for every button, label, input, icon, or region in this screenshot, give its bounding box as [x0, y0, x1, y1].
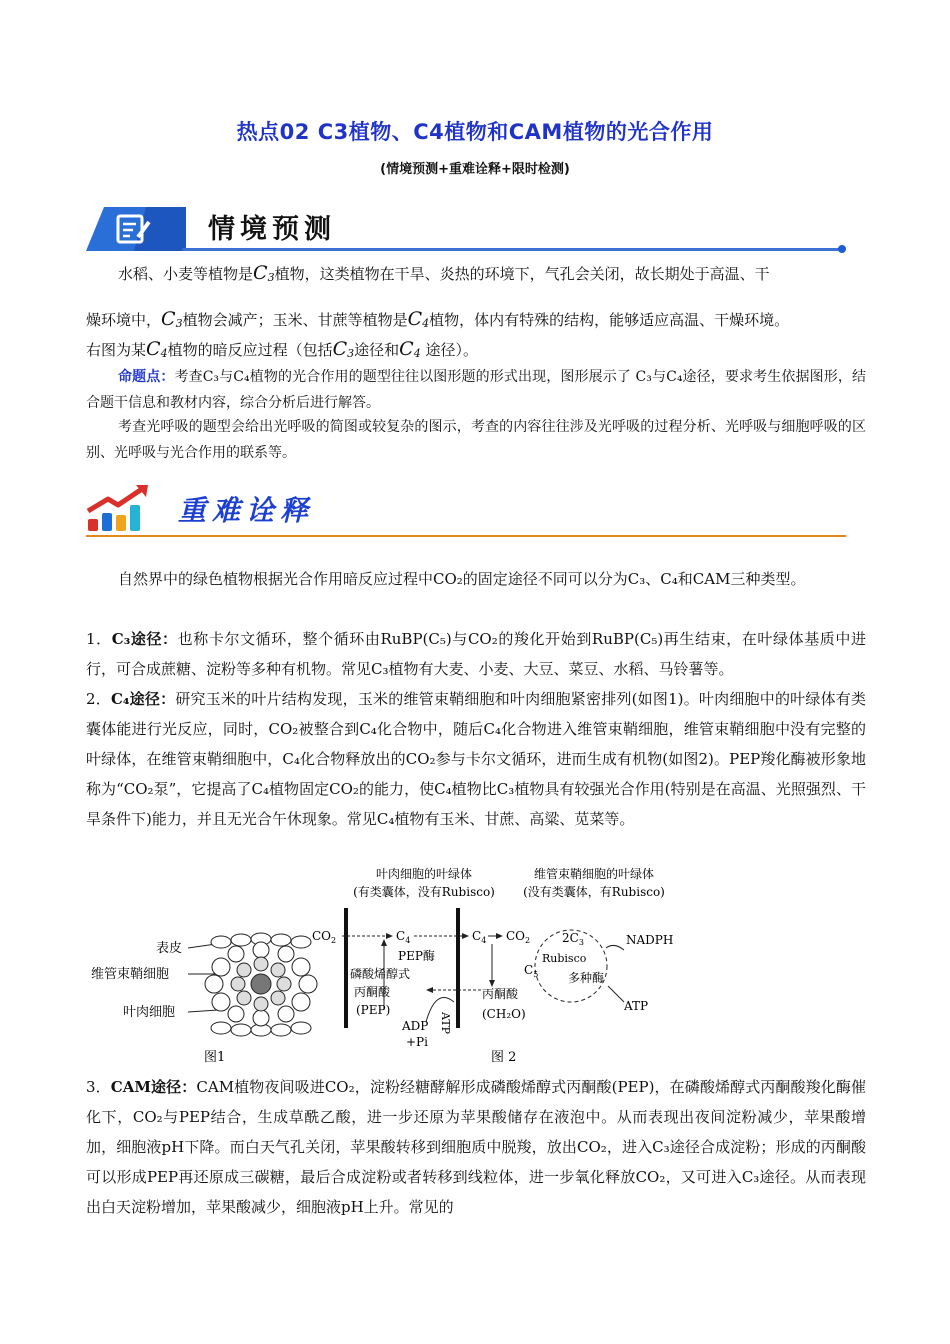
- c3-label: C₃途径：: [111, 630, 178, 648]
- cam-label: CAM途径：: [110, 1078, 197, 1096]
- c4-label-bundle: $C_4$: [472, 929, 487, 945]
- section-divider: [182, 248, 842, 251]
- c4-label: C₄途径：: [110, 690, 176, 708]
- divider-dot: [838, 245, 846, 253]
- pep-label-2: 丙酮酸: [354, 985, 391, 999]
- bundle-title: 维管束鞘细胞的叶绿体: [533, 867, 655, 881]
- c4-pathway-figure: [86, 862, 866, 1072]
- section-title-explain: 重难诠释: [178, 494, 315, 527]
- nadph-label: NADPH: [626, 933, 674, 947]
- context-paragraph-1: 水稻、小麦等植物是$C_3$植物，这类植物在干旱、炎热的环境下，气孔会关闭，故长期处于高温、干: [118, 262, 770, 284]
- explain-cam: 3．CAM途径：CAM植物夜间吸进CO₂，淀粉经糖酵解形成磷酸烯醇式丙酮酸(PEP)，在磷酸烯醇式丙酮酸羧化酶催化下，CO₂与PEP结合，生成草酰乙酸，进一步还原为苹果酸储存在液泡中。从而表现出夜间淀粉减少，苹果酸增加，细胞液pH下降。而白天气孔关闭，苹果酸转移到细胞质中脱羧，放出CO₂，进入C₃途径合成淀粉；形成的丙酮酸可以形成PEP再还原成三碳糖，最后合成淀粉或者转移到线粒体，进一步氧化释放CO₂，又可进入C₃途径。从而表现出白天淀粉增加，苹果酸减少，细胞液pH上升。常见的: [86, 1078, 866, 1216]
- explain-c4: 2．C₄途径：研究玉米的叶片结构发现，玉米的维管束鞘细胞和叶肉细胞紧密排列(如图1)。叶肉细胞中的叶绿体有类囊体能进行光反应，同时，CO₂被整合到C₄化合物中，随后C₄化合物进入维管束鞘细胞，维管束鞘细胞中没有完整的叶绿体，在维管束鞘细胞中，C₄化合物释放出的CO₂参与卡尔文循环，进而生成有机物(如图2)。PEP羧化酶被形象地称为“CO₂泵”，它提高了C₄植物固定CO₂的能力，使C₄植物比C₃植物具有较强光合作用(特别是在高温、光照强烈、干旱条件下)能力，并且无光合午休现象。常见C₄植物有玉米、甘蔗、高粱、苋菜等。: [86, 690, 866, 828]
- c4-label-meso: $C_4$: [396, 929, 411, 945]
- figure-1-caption: 图1: [204, 1050, 226, 1065]
- explain-c3: 1．C₃途径：也称卡尔文循环，整个循环由RuBP(C₅)与CO₂的羧化开始到RuBP(C₅)再生结束，在叶绿体基质中进行，可合成蔗糖、淀粉等多种有机物。常见C₃植物有大麦、小麦、大豆、菜豆、水稻、马铃薯等。: [86, 630, 867, 678]
- chart-growth-icon: [86, 485, 150, 533]
- enzymes-label: 多种酶: [568, 971, 605, 985]
- notepad-icon: [86, 207, 186, 251]
- co2-label-bundle: $CO_2$: [506, 929, 531, 945]
- pep-label-1: 磷酸烯醇式: [350, 967, 411, 981]
- context-paragraph-1b: 燥环境中，$C_3$植物会减产；玉米、甘蔗等植物是$C_4$植物，体内有特殊的结构，能够适应高温、干燥环境。: [86, 308, 790, 330]
- label-mesophyll: 叶肉细胞: [123, 1005, 176, 1020]
- figure-2-caption: 图 2: [491, 1050, 517, 1065]
- atp2-label: ATP: [624, 999, 649, 1013]
- context-paragraph-1c: 右图为某$C_4$植物的暗反应过程（包括$C_3$途径和$C_4$ 途径）。: [86, 338, 478, 360]
- adp-label: ADP: [402, 1019, 429, 1033]
- page-subtitle: (情境预测+重难诠释+限时检测): [380, 162, 570, 177]
- figure-2-pathway: [312, 866, 673, 1065]
- section-header-context: [86, 203, 851, 253]
- figure-1-leaf-section: [91, 933, 317, 1065]
- section-title-context: 情境预测: [208, 214, 336, 245]
- pep-enzyme-label: PEP酶: [398, 949, 435, 963]
- c5-label: $C_5$: [524, 963, 539, 979]
- atp-label: ATP: [439, 1012, 452, 1035]
- rubisco-label: Rubisco: [542, 952, 587, 965]
- ch2o-label: (CH₂O): [482, 1007, 526, 1021]
- bundle-subtitle: (没有类囊体，有Rubisco): [523, 885, 665, 899]
- two-c3-label: $2C_3$: [562, 931, 584, 947]
- key-point-paragraph: 命题点：考查C₃与C₄植物的光合作用的题型往往以图形题的形式出现，图形展示了 C₃与C₄途径，要求考生依据图形，结合题干信息和教材内容，综合分析后进行解答。: [86, 369, 866, 411]
- context-paragraph-3: 考查光呼吸的题型会给出光呼吸的简图或较复杂的图示，考查的内容往往涉及光呼吸的过程分析、光呼吸与细胞呼吸的区别、光呼吸与光合作用的联系等。: [86, 419, 866, 461]
- page-title: 热点02 C3植物、C4植物和CAM植物的光合作用: [236, 120, 714, 144]
- pyruvate-label: 丙酮酸: [482, 987, 519, 1001]
- co2-label: $CO_2$: [312, 929, 337, 945]
- mesophyll-subtitle: (有类囊体，没有Rubisco): [353, 885, 495, 899]
- key-point-label: 命题点：: [118, 369, 175, 385]
- mesophyll-title: 叶肉细胞的叶绿体: [375, 867, 473, 881]
- pi-label: +Pi: [406, 1035, 428, 1049]
- explain-intro: 自然界中的绿色植物根据光合作用暗反应过程中CO₂的固定途径不同可以分为C₃、C₄和CAM三种类型。: [118, 570, 806, 588]
- pep-label-3: (PEP): [356, 1003, 391, 1017]
- section-divider-orange: [86, 535, 846, 537]
- section-header-explain: [86, 483, 846, 539]
- label-bundle-sheath: 维管束鞘细胞: [91, 967, 170, 982]
- label-epidermis: 表皮: [156, 941, 183, 956]
